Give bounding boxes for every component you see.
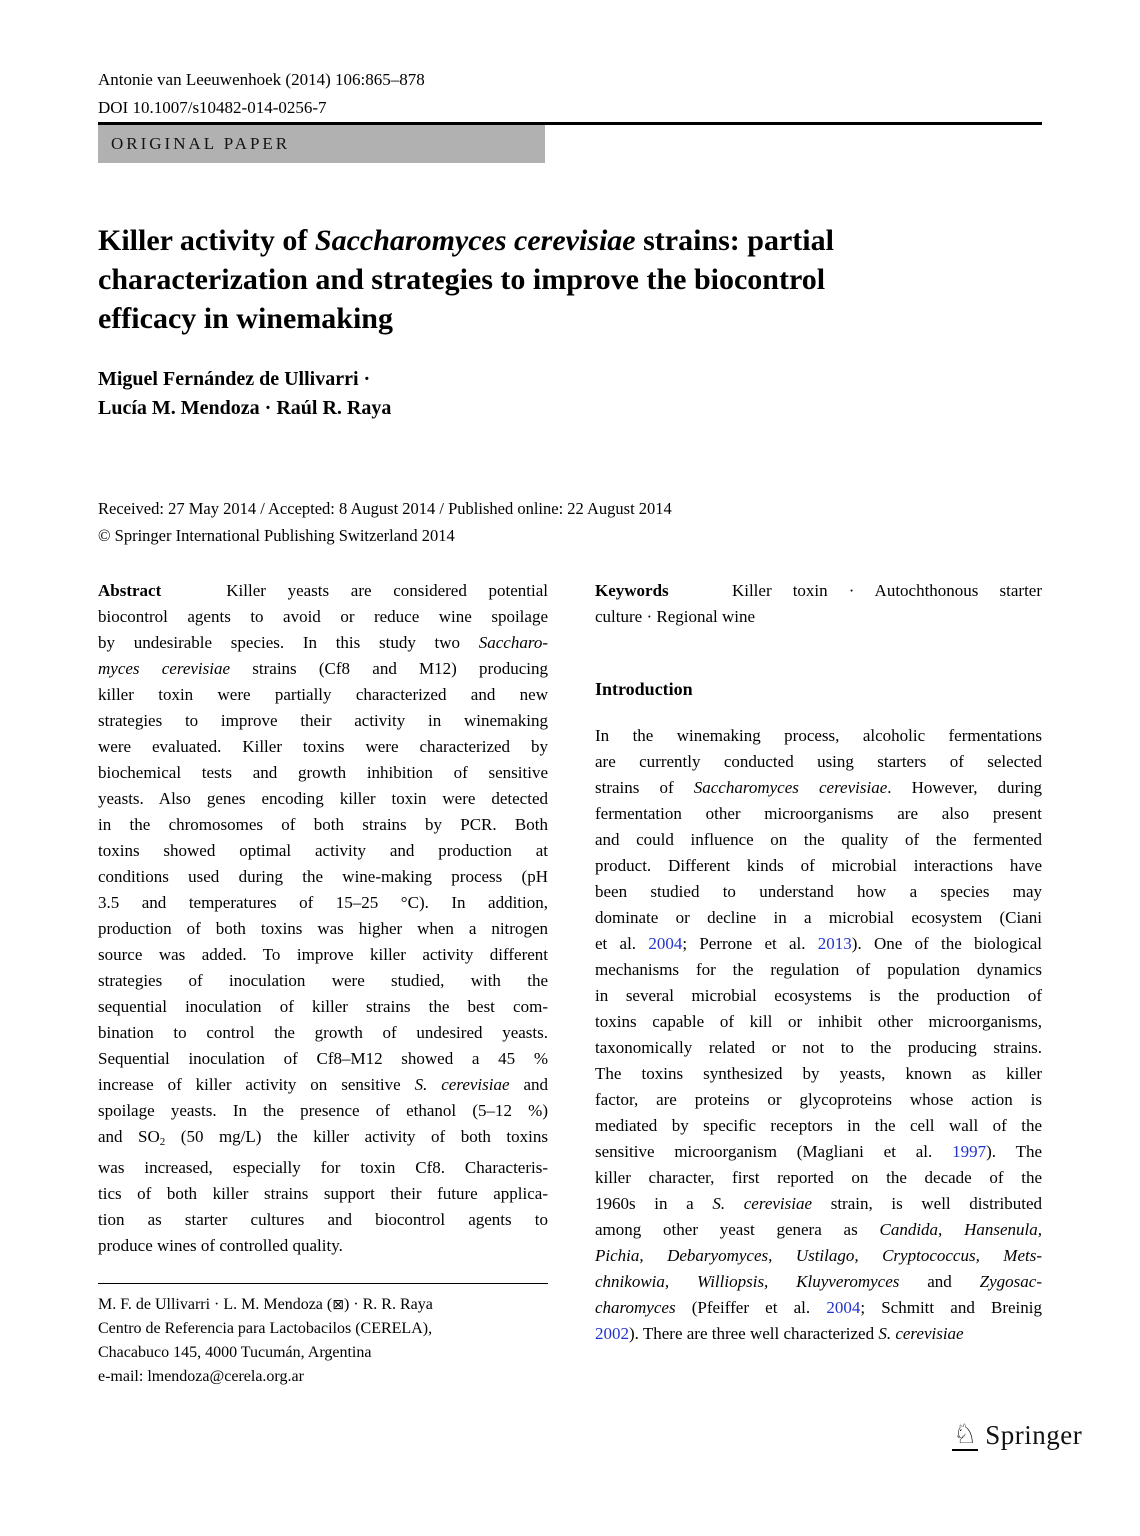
article-type-label: ORIGINAL PAPER xyxy=(111,134,291,153)
text-line: strains of Saccharomyces cerevisiae. However, during xyxy=(595,778,1042,797)
text-line: source was added. To improve killer activity different xyxy=(98,945,548,964)
text-line: yeasts. Also genes encoding killer toxin were detected xyxy=(98,789,548,808)
text-line: in the chromosomes of both strains by PCR. Both xyxy=(98,815,548,834)
text-line: in several microbial ecosystems is the production of xyxy=(595,986,1042,1005)
text-line: efficacy in winemaking xyxy=(98,302,393,335)
text-line: toxins capable of kill or inhibit other microorganisms, xyxy=(595,1012,1042,1031)
springer-logo xyxy=(952,1420,1082,1451)
doi-line: DOI 10.1007/s10482-014-0256-7 xyxy=(98,98,327,117)
text-line: strategies of inoculation were studied, with the xyxy=(98,971,548,990)
text-line: Sequential inoculation of Cf8–M12 showed a 45 % xyxy=(98,1049,548,1068)
text-line: culture · Regional wine xyxy=(595,607,756,626)
citation-link[interactable]: 2002 xyxy=(595,1324,629,1343)
text-line: M. F. de Ullivarri · L. M. Mendoza (⊠) · R. R. Raya xyxy=(98,1296,433,1313)
text-line: mechanisms for the regulation of population dynamics xyxy=(595,960,1042,979)
abstract-paragraph xyxy=(98,578,548,1259)
article-type-banner xyxy=(98,125,545,163)
text-line: fermentation other microorganisms are also present xyxy=(595,804,1042,823)
text-line: Lucía M. Mendoza · Raúl R. Raya xyxy=(98,397,392,419)
text-line: In the winemaking process, alcoholic fermentations xyxy=(595,726,1042,745)
text-line: 2002). There are three well characterized S. cerevisiae xyxy=(595,1324,964,1343)
introduction-heading: Introduction xyxy=(595,679,693,699)
text-line: sequential inoculation of killer strains the best com- xyxy=(98,997,548,1016)
text-line: toxins showed optimal activity and production at xyxy=(98,841,548,860)
text-line: produce wines of controlled quality. xyxy=(98,1236,343,1255)
text-line: Miguel Fernández de Ullivarri · xyxy=(98,368,371,390)
text-line: product. Different kinds of microbial interactions have xyxy=(595,856,1042,875)
text-line: killer character, first reported on the decade of the xyxy=(595,1168,1042,1187)
text-line: e-mail: lmendoza@cerela.org.ar xyxy=(98,1368,304,1385)
text-line: dominate or decline in a microbial ecosystem (Ciani xyxy=(595,908,1042,927)
left-column xyxy=(98,578,548,1389)
text-line: Chacabuco 145, 4000 Tucumán, Argentina xyxy=(98,1344,372,1361)
text-line: The toxins synthesized by yeasts, known as killer xyxy=(595,1064,1042,1083)
text-line: was increased, especially for toxin Cf8. Characteris- xyxy=(98,1158,548,1177)
text-line: Abstract Killer yeasts are considered potential xyxy=(98,581,548,600)
text-line: increase of killer activity on sensitive S. cerevisiae and xyxy=(98,1075,548,1094)
text-line: and could influence on the quality of the fermented xyxy=(595,830,1042,849)
text-line: sensitive microorganism (Magliani et al. 1997). The xyxy=(595,1142,1042,1161)
text-line: bination to control the growth of undesired yeasts. xyxy=(98,1023,548,1042)
text-line: among other yeast genera as Candida, Hansenula, xyxy=(595,1220,1042,1239)
text-line: spoilage yeasts. In the presence of ethanol (5–12 %) xyxy=(98,1101,548,1120)
text-line: 3.5 and temperatures of 15–25 °C). In addition, xyxy=(98,893,548,912)
citation-link[interactable]: 2004 xyxy=(826,1298,861,1317)
text-line: characterization and strategies to improve the biocontrol xyxy=(98,263,826,296)
text-line: conditions used during the wine-making process (pH xyxy=(98,867,548,886)
text-line: biochemical tests and growth inhibition of sensitive xyxy=(98,763,548,782)
text-line: myces cerevisiae strains (Cf8 and M12) producing xyxy=(98,659,548,678)
text-line: and SO2 (50 mg/L) the killer activity of both toxins xyxy=(98,1127,548,1148)
text-line: Pichia, Debaryomyces, Ustilago, Cryptococcus, Mets- xyxy=(595,1246,1042,1265)
text-line: strategies to improve their activity in winemaking xyxy=(98,711,548,730)
text-line: Keywords Killer toxin · Autochthonous starter xyxy=(595,581,1042,600)
text-line: 1960s in a S. cerevisiae strain, is well distributed xyxy=(595,1194,1043,1213)
journal-citation-line: Antonie van Leeuwenhoek (2014) 106:865–878 xyxy=(98,70,425,89)
text-line: Centro de Referencia para Lactobacilos (CERELA), xyxy=(98,1320,433,1337)
copyright-line: © Springer International Publishing Switzerland 2014 xyxy=(98,526,455,545)
article-history xyxy=(98,495,1042,549)
introduction-paragraph xyxy=(595,723,1042,1347)
springer-logo-text: Springer xyxy=(985,1420,1083,1450)
two-column-body xyxy=(98,578,1042,1389)
citation-link[interactable]: 2013 xyxy=(817,934,852,953)
text-line: killer toxin were partially characterized and new xyxy=(98,685,548,704)
text-line: Killer activity of Saccharomyces cerevisiae strains: partial xyxy=(98,224,834,257)
keywords-paragraph xyxy=(595,578,1042,630)
text-line: taxonomically related or not to the producing strains. xyxy=(595,1038,1042,1057)
received-line: Received: 27 May 2014 / Accepted: 8 August 2014 / Published online: 22 August 2014 xyxy=(98,499,672,518)
text-line: are currently conducted using starters of selected xyxy=(595,752,1042,771)
text-line: biocontrol agents to avoid or reduce wine spoilage xyxy=(98,607,548,626)
text-line: chnikowia, Williopsis, Kluyveromyces and Zygosac- xyxy=(595,1272,1042,1291)
text-line: factor, are proteins or glycoproteins whose action is xyxy=(595,1090,1042,1109)
text-line: been studied to understand how a species may xyxy=(595,882,1042,901)
journal-header xyxy=(98,66,1042,122)
page-content xyxy=(98,66,1042,1389)
envelope-icon: ⊠ xyxy=(332,1297,344,1313)
text-line: by undesirable species. In this study two Saccharo- xyxy=(98,633,548,652)
text-line: tics of both killer strains support their future applica- xyxy=(98,1184,548,1203)
text-line: mediated by specific receptors in the cell wall of the xyxy=(595,1116,1042,1135)
text-line: production of both toxins was higher when a nitrogen xyxy=(98,919,548,938)
citation-link[interactable]: 1997 xyxy=(952,1142,987,1161)
text-line: et al. 2004; Perrone et al. 2013). One of the biological xyxy=(595,934,1042,953)
text-line: tion as starter cultures and biocontrol agents to xyxy=(98,1210,548,1229)
text-line: were evaluated. Killer toxins were characterized by xyxy=(98,737,548,756)
authors xyxy=(98,365,1042,423)
text-line: charomyces (Pfeiffer et al. 2004; Schmitt and Breinig xyxy=(595,1298,1043,1317)
springer-knight-icon: ♘ xyxy=(953,1418,978,1450)
article-title xyxy=(98,221,1042,338)
author-footnote xyxy=(98,1283,548,1389)
citation-link[interactable]: 2004 xyxy=(648,934,683,953)
right-column xyxy=(595,578,1042,1347)
